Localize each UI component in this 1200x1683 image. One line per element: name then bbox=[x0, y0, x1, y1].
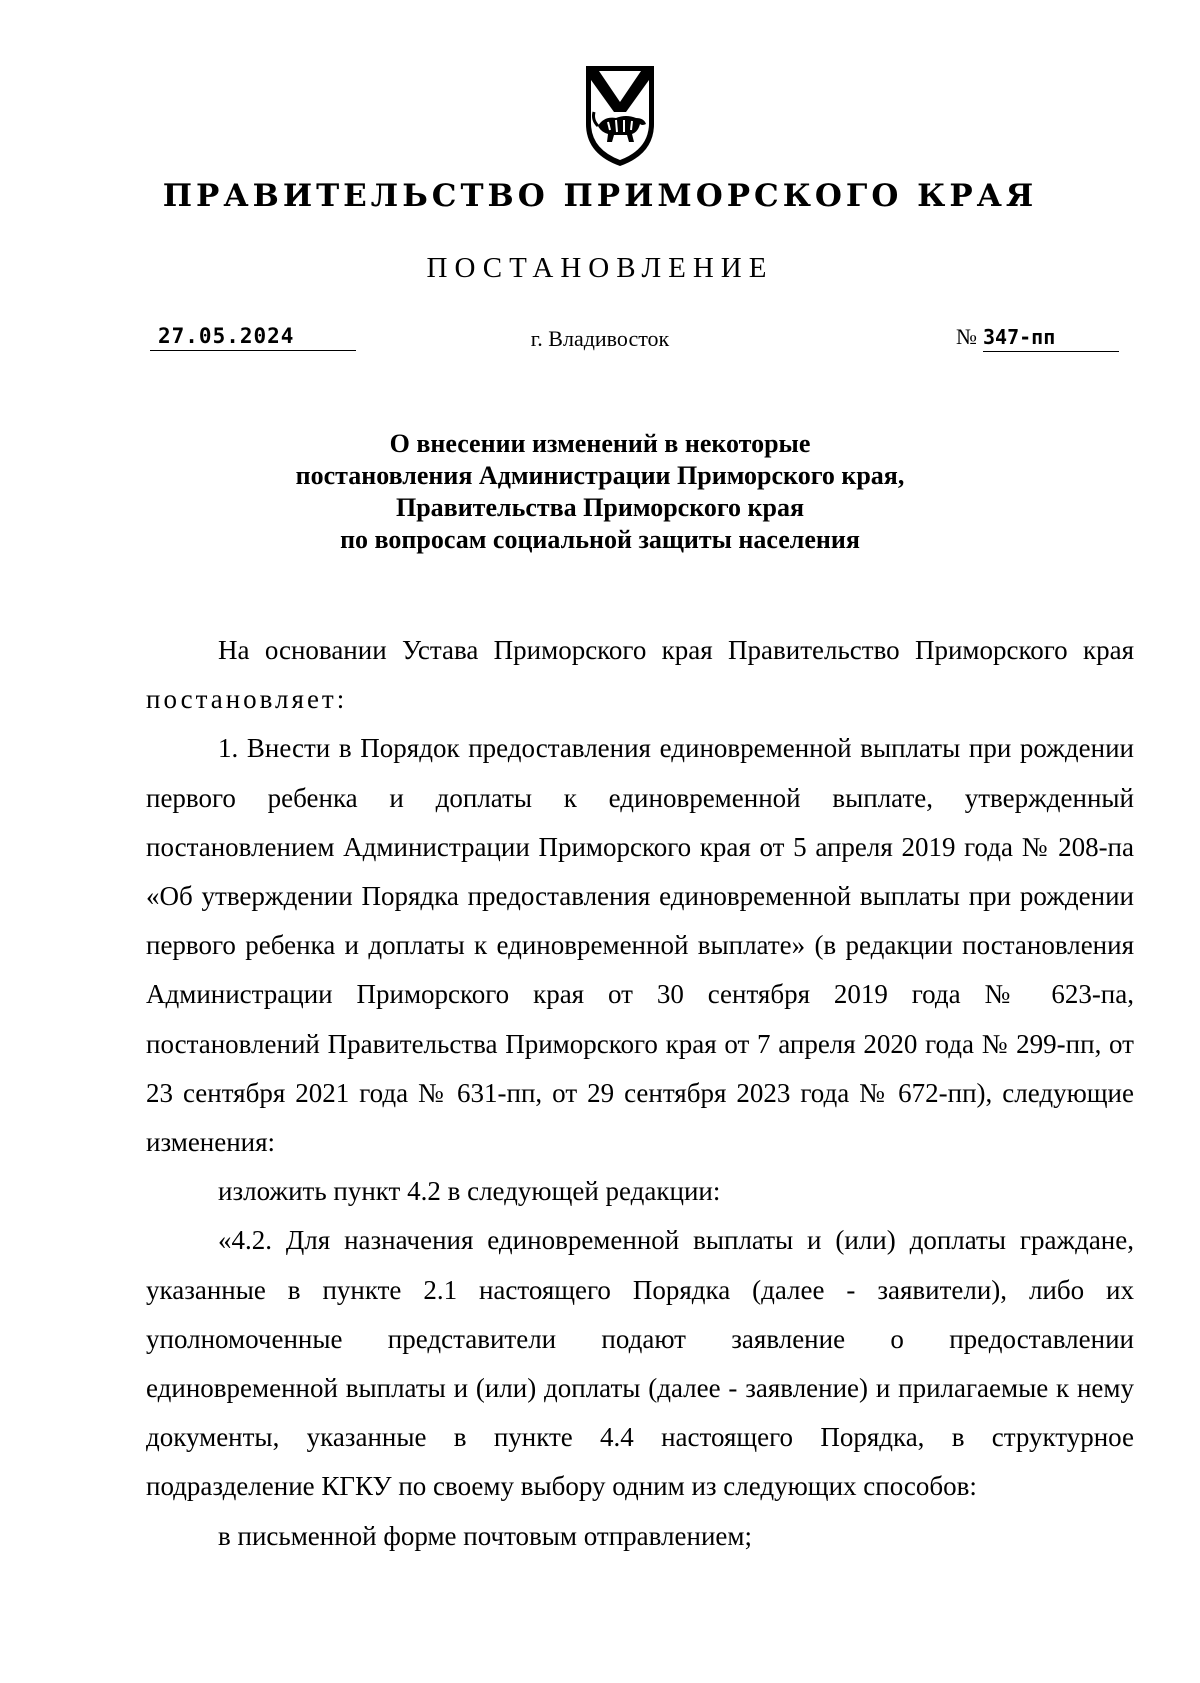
intro-text: На основании Устава Приморского края Правительство Приморского края bbox=[218, 635, 1134, 665]
paragraph-3: «4.2. Для назначения единовременной выплаты и (или) доплаты граждане, указанные в пункте 2.1 настоящего Порядка (далее - заявители), либо их уполномоченные представители подают заявление о предоставлении единовременной выплаты и (или) доплаты (далее - заявление) и прилагаемые к нему документы, указанные в пункте 4.4 настоящего Порядка, в структурное подразделение КГКУ по своему выбору одним из следующих способов: bbox=[146, 1225, 1134, 1502]
paragraph-4: в письменной форме почтовым отправлением; bbox=[218, 1520, 752, 1551]
document-type: ПОСТАНОВЛЕНИЕ bbox=[426, 252, 774, 284]
number-value: 347-пп bbox=[983, 325, 1119, 352]
subject-line: Правительства Приморского края bbox=[395, 493, 805, 522]
paragraph-2: изложить пункт 4.2 в следующей редакции: bbox=[218, 1176, 721, 1207]
document-subject bbox=[0, 428, 1200, 556]
paragraph-1: 1. Внести в Порядок предоставления единовременной выплаты при рождении первого ребенка и доплаты к единовременной выплате, утвержденный постановлением Администрации Приморского края от 5 апреля 2019 года № 208-па «Об утверждении Порядка предоставления единовременной выплаты при рождении первого ребенка и доплаты к единовременной выплате» (в редакции постановления Администрации Приморского края от 30 сентября 2019 года № 623-па, постановлений Правительства Приморского края от 7 апреля 2020 года № 299-пп, от 23 сентября 2021 года № 631-пп, от 29 сентября 2023 года № 672-пп), следующие изменения: bbox=[146, 733, 1134, 1158]
subject-line: постановления Администрации Приморского края, bbox=[295, 461, 905, 490]
number-sign: № bbox=[956, 324, 977, 349]
subject-line: О внесении изменений в некоторые bbox=[389, 429, 811, 458]
government-title: ПРАВИТЕЛЬСТВО ПРИМОРСКОГО КРАЯ bbox=[162, 178, 1038, 214]
intro-paragraph bbox=[146, 626, 1134, 724]
intro-spaced-word: постановляет: bbox=[146, 684, 348, 715]
coat-of-arms-emblem bbox=[582, 60, 658, 170]
document-body bbox=[146, 626, 1134, 1561]
document-city: г. Владивосток bbox=[530, 326, 670, 351]
subject-line: по вопросам социальной защиты населения bbox=[340, 525, 860, 554]
document-date: 27.05.2024 bbox=[150, 324, 356, 351]
document-number bbox=[956, 324, 1132, 352]
